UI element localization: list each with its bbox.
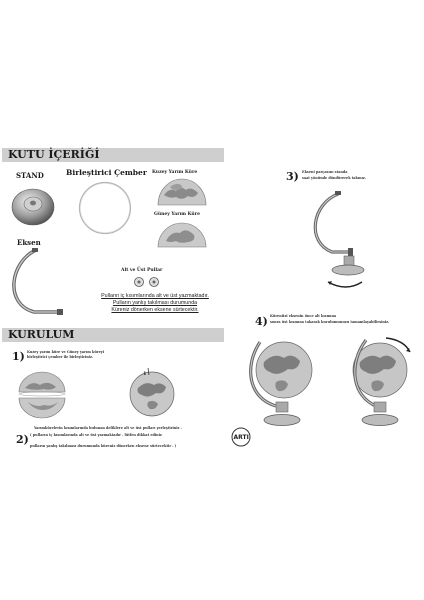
caps-image <box>132 276 162 288</box>
step-2-text-line-2: ( pulların iç kısımlarında alt ve üst yazmaktadır . lütfen dikkat ediniz <box>30 433 162 437</box>
contents-section-header: KUTU İÇERİĞİ <box>2 148 224 162</box>
step-4-text-line-2: sonra üst kısmına takarak kurulumunuzu tamamlayabilirsiniz. <box>270 320 390 324</box>
caps-label: Alt ve Üst Pullar <box>121 268 163 273</box>
north-hemisphere-label: Kuzey Yarım Küre <box>152 170 198 175</box>
svg-text:ARTI: ARTI <box>233 434 249 441</box>
step-2-text-line-3: pulların yanlış takılması durumunda küreniz dönerken eksene sürtecektir . ) <box>30 444 177 448</box>
step-2-text-line-1: Yarımkürelerin kısımlarında bulunan deliklere alt ve üst pulları yerleştiriniz . <box>34 426 182 430</box>
step-3-text-line-2: saat yönünde döndürerek takınız. <box>302 176 366 180</box>
axis-image <box>8 248 68 320</box>
south-hemisphere-image <box>156 219 208 249</box>
caps-warning-line-2: Pulların yanlış takılması durumunda <box>112 300 198 306</box>
svg-text:1: 1 <box>143 371 147 377</box>
stand-disc-image <box>10 182 56 228</box>
step-4-globe-bottom-image <box>246 336 314 432</box>
ring-label: Birleştirici Çember <box>66 168 147 177</box>
step-3-text-line-1: Ekseni parçasını standa <box>302 170 348 174</box>
step-1-text-line-1: Kuzey yarım küre ve Güney yarım küreyi <box>27 350 104 354</box>
step-3-number: 3) <box>286 170 299 183</box>
connector-ring-image <box>78 180 132 236</box>
south-hemisphere-label: Güney Yarım Küre <box>154 212 200 217</box>
setup-section-header: KURULUM <box>2 328 224 342</box>
caps-warning-line-3: Küreniz dönerken eksene sürtecektir. <box>111 307 199 313</box>
north-hemisphere-image <box>156 175 208 207</box>
step-4-globe-complete-image <box>346 334 416 432</box>
stand-label: STAND <box>16 171 44 180</box>
step-3-axis-on-stand-image <box>306 190 370 294</box>
step-1-number: 1) <box>12 350 25 363</box>
step-1-separate-hemispheres-image <box>16 372 68 420</box>
step-4-number: 4) <box>255 315 268 328</box>
caps-warning-line-1: Pulların iç kısımlarında alt ve üst yazmaktadır. <box>101 293 209 299</box>
axis-label: Eksen <box>17 238 41 247</box>
step-1-text-line-2: birleştirici çember ile birleştiriniz. <box>27 355 94 359</box>
step-2-number: 2) <box>16 433 29 446</box>
step-1-assembled-globe-image <box>126 366 178 418</box>
step-4-text-line-1: Küreniizi eksenin önce alt kısmına <box>270 314 337 318</box>
brand-logo <box>230 426 252 448</box>
